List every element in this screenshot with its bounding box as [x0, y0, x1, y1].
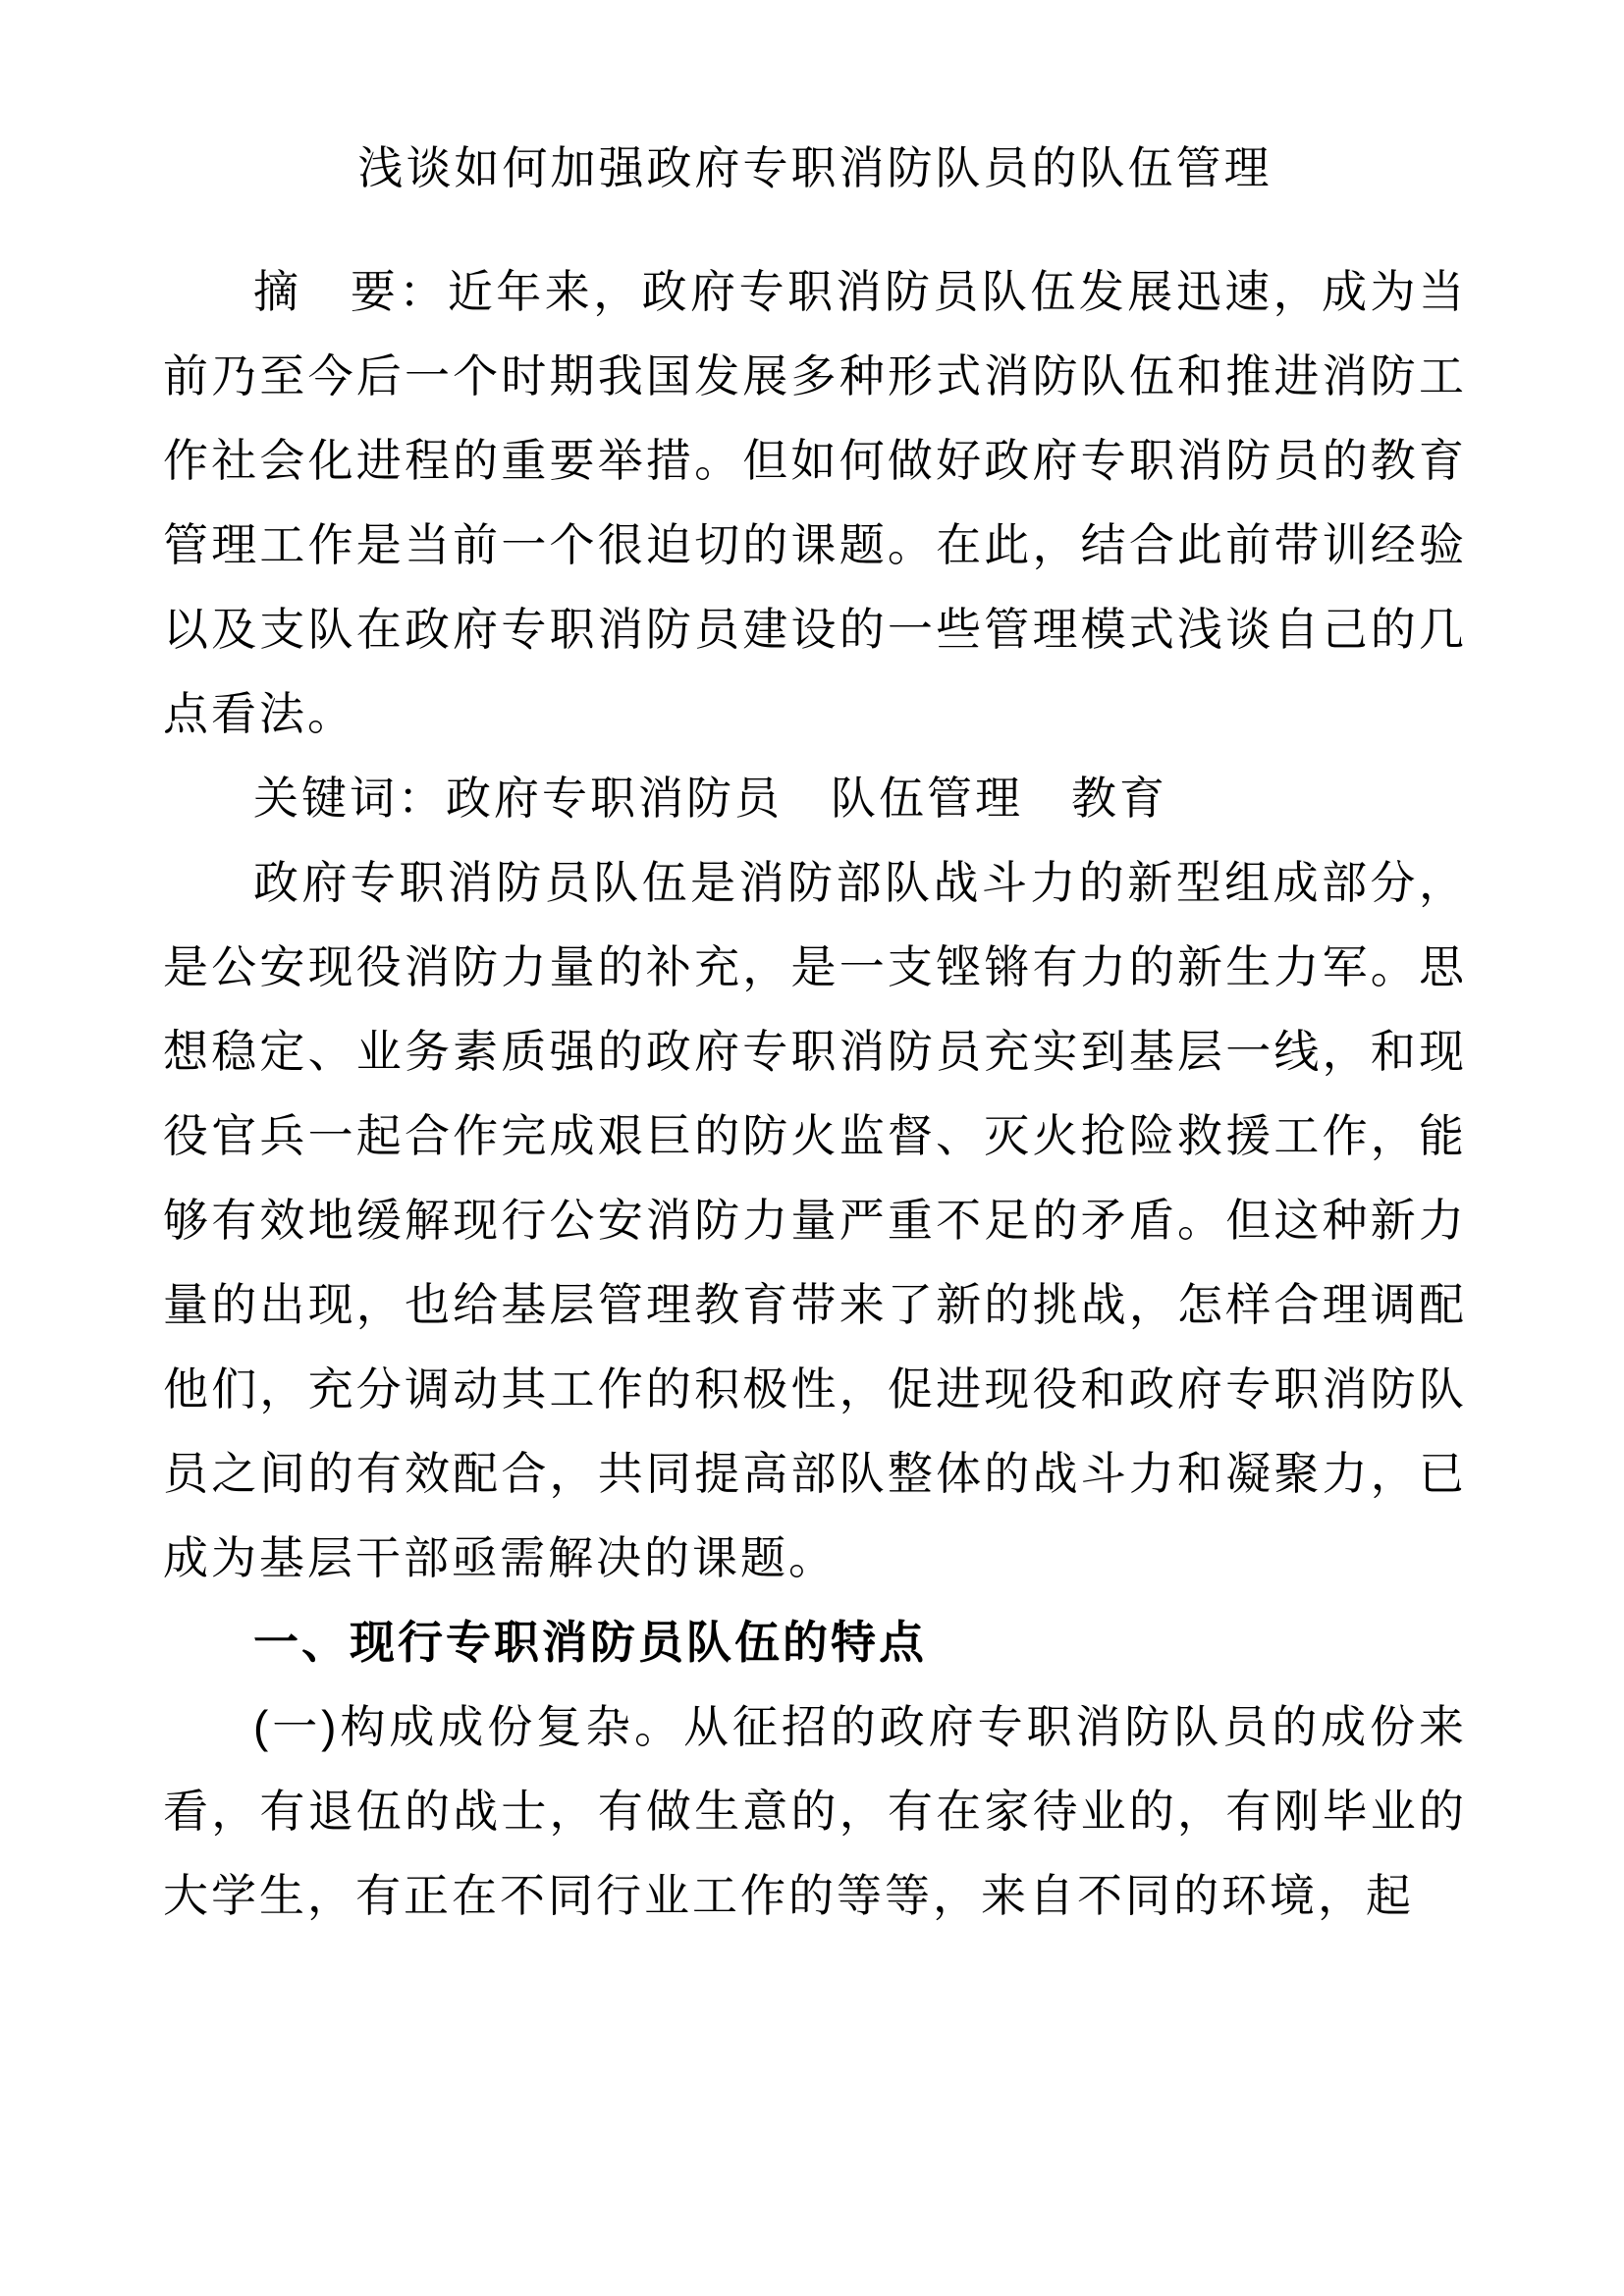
section-1-heading: 一、现行专职消防员队伍的特点 — [253, 1617, 927, 1668]
keywords-paragraph: 关键词：政府专职消防员 队伍管理 教育 — [253, 773, 1167, 824]
document-title: 浅谈如何加强政府专职消防队员的队伍管理 — [357, 142, 1272, 193]
abstract-paragraph: 摘 要：近年来，政府专职消防员队伍发展迅速，成为当前乃至今后一个时期我国发展多种形式消防队伍和推进消防工作社会化进程的重要举措。但如何做好政府专职消防员的教育管理工作是当前一个很迫切的课题。在此，结合此前带训经验以及支队在政府专职消防员建设的一些管理模式浅谈自己的几点看法。 — [163, 266, 1467, 739]
introduction-paragraph: 政府专职消防员队伍是消防部队战斗力的新型组成部分，是公安现役消防力量的补充，是一支铿锵有力的新生力军。思想稳定、业务素质强的政府专职消防员充实到基层一线，和现役官兵一起合作完成艰巨的防火监督、灭火抢险救援工作，能够有效地缓解现行公安消防力量严重不足的矛盾。但这种新力量的出现，也给基层管理教育带来了新的挑战，怎样合理调配他们，充分调动其工作的积极性，促进现役和政府专职消防队员之间的有效配合，共同提高部队整体的战斗力和凝聚力，已成为基层干部亟需解决的课题。 — [163, 857, 1467, 1583]
section-1-point-1-paragraph: (一)构成成份复杂。从征招的政府专职消防队员的成份来看，有退伍的战士，有做生意的，有在家待业的，有刚毕业的大学生，有正在不同行业工作的等等，来自不同的环境，起 — [163, 1701, 1467, 1921]
